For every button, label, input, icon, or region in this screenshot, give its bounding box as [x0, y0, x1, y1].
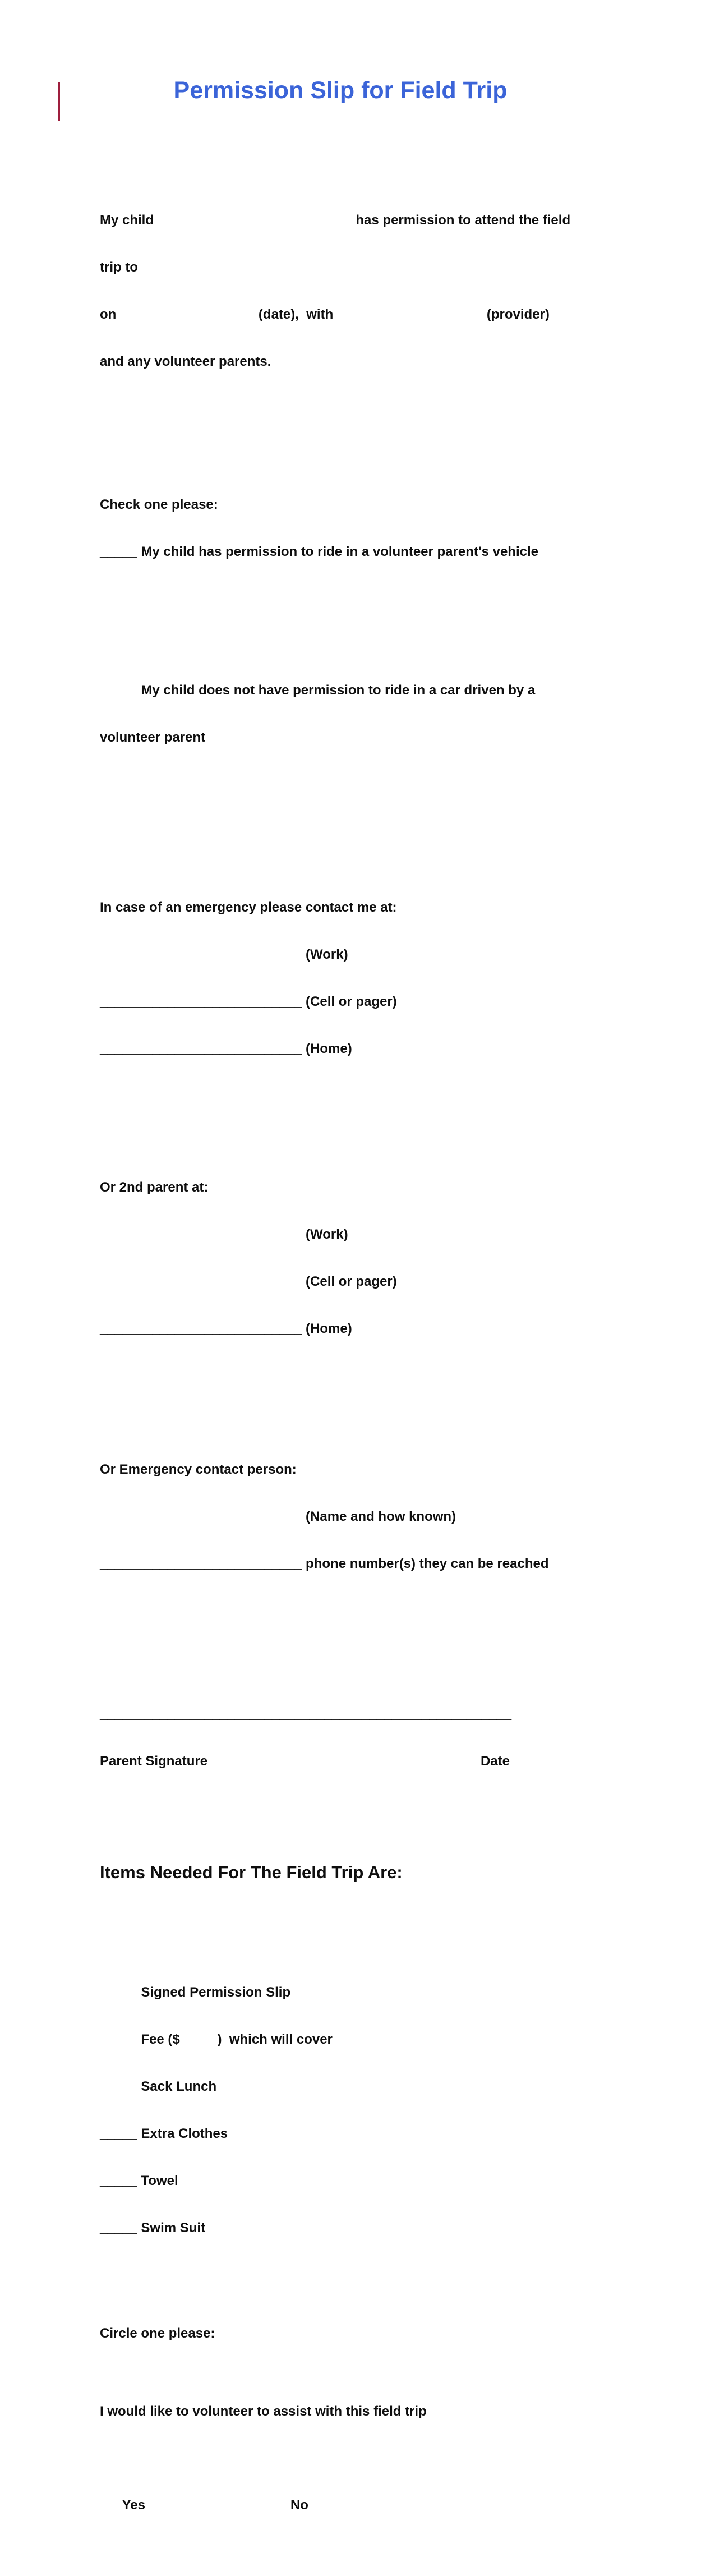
intro-line-trip-to: trip to_________________________________________	[100, 260, 445, 275]
second-parent-heading: Or 2nd parent at:	[100, 1180, 209, 1195]
check-one-section	[100, 466, 715, 591]
date-label: Date	[480, 1754, 510, 1769]
emergency-contact-me-section	[100, 868, 715, 1088]
second-parent-section	[100, 1148, 715, 1368]
page-title: Permission Slip for Field Trip	[173, 77, 508, 104]
intro-line-volunteer-parents: and any volunteer parents.	[100, 354, 271, 369]
second-parent-home-line: ___________________________ (Home)	[100, 1321, 352, 1336]
signature-section	[100, 1675, 715, 1801]
yes-no-row	[100, 2482, 715, 2529]
emergency-person-heading: Or Emergency contact person:	[100, 1462, 297, 1477]
option-ride-permission: _____ My child has permission to ride in a volunteer parent's vehicle	[100, 544, 538, 559]
margin-line	[58, 82, 60, 121]
second-parent-cell-line: ___________________________ (Cell or pager)	[100, 1274, 397, 1289]
document-body	[0, 103, 715, 2576]
second-parent-work-line: ___________________________ (Work)	[100, 1227, 348, 1242]
items-needed-heading: Items Needed For The Field Trip Are:	[100, 1862, 403, 1882]
option-no-ride-line1: _____ My child does not have permission to ride in a car driven by a	[100, 683, 536, 698]
signature-labels-row	[100, 1754, 510, 1769]
item-signed-permission-slip: _____ Signed Permission Slip	[100, 1985, 291, 2000]
emergency-work-line: ___________________________ (Work)	[100, 947, 348, 962]
parent-signature-label: Parent Signature	[100, 1754, 208, 1769]
check-one-heading: Check one please:	[100, 497, 218, 512]
emergency-home-line: ___________________________ (Home)	[100, 1041, 352, 1056]
circle-one-heading: Circle one please:	[100, 2326, 215, 2341]
option-no-ride-permission	[100, 651, 715, 777]
items-checklist	[100, 1953, 715, 2267]
item-sack-lunch: _____ Sack Lunch	[100, 2079, 217, 2094]
item-fee: _____ Fee ($_____) which will cover _________________________	[100, 2032, 524, 2047]
emergency-cell-line: ___________________________ (Cell or pager)	[100, 994, 397, 1009]
intro-line-child-name: My child __________________________ has permission to attend the field	[100, 213, 571, 228]
option-no-ride-line2: volunteer parent	[100, 730, 206, 745]
intro-line-date-provider: on___________________(date), with ____________________(provider)	[100, 307, 550, 322]
no-option: No	[290, 2497, 308, 2513]
emergency-heading: In case of an emergency please contact me at:	[100, 900, 397, 915]
signature-line: _______________________________________________________	[100, 1706, 512, 1722]
item-extra-clothes: _____ Extra Clothes	[100, 2126, 228, 2141]
emergency-person-phone-line: ___________________________ phone number(s) they can be reached	[100, 1556, 549, 1571]
emergency-person-section	[100, 1430, 715, 1603]
item-swim-suit: _____ Swim Suit	[100, 2220, 206, 2235]
yes-option: Yes	[122, 2497, 145, 2513]
intro-paragraph	[100, 181, 715, 401]
emergency-person-name-line: ___________________________ (Name and how known)	[100, 1509, 456, 1524]
volunteer-statement: I would like to volunteer to assist with this field trip	[100, 2404, 427, 2419]
item-towel: _____ Towel	[100, 2173, 178, 2188]
